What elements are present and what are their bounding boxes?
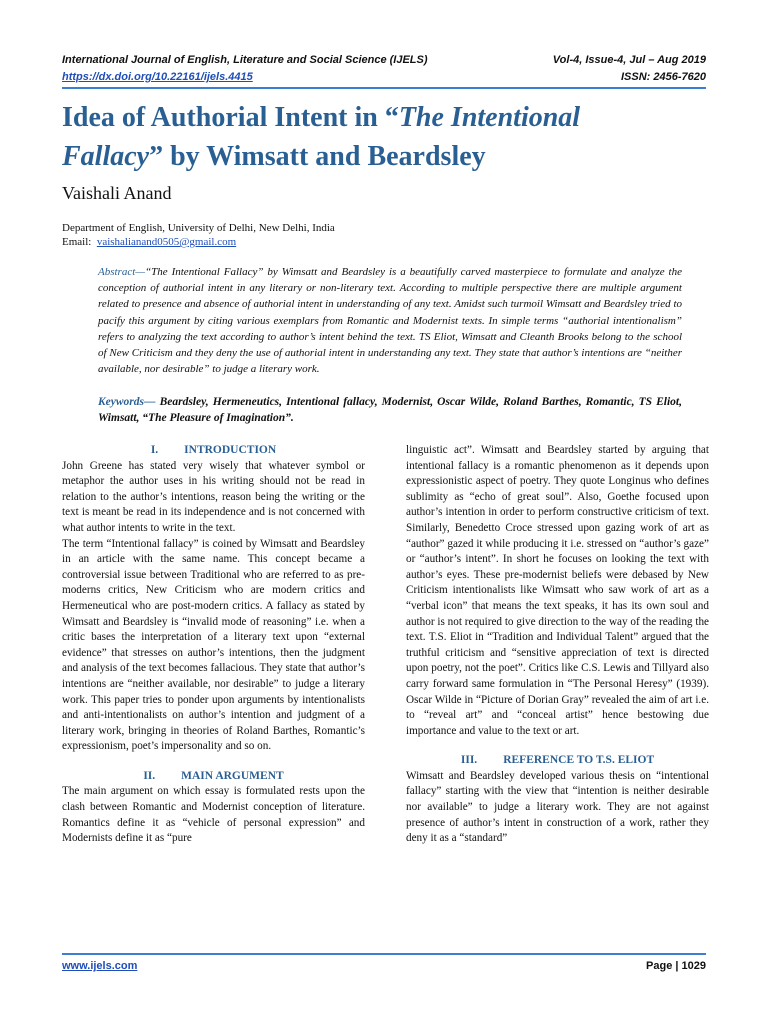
section-heading-main-argument <box>62 769 365 785</box>
abstract <box>98 264 682 377</box>
section-number: II. <box>143 769 156 782</box>
section-number: III. <box>460 754 478 767</box>
section-title: INTRODUCTION <box>184 444 277 456</box>
paragraph: John Greene has stated very wisely that whatever symbol or metaphor the author uses in his writing should not be read in relation to the author’s intentions, reason being the writing or the text is meant be read in its independence and is not concerned with what author intents to write in the text. <box>62 459 365 534</box>
abstract-label: Abstract— <box>98 266 146 278</box>
keywords-label: Keywords— <box>98 396 156 408</box>
journal-name: International Journal of English, Literature and Social Science (IJELS) <box>62 54 428 66</box>
issue-info: Vol-4, Issue-4, Jul – Aug 2019 <box>552 54 706 66</box>
title-italic1: The Intentional <box>398 102 581 133</box>
title-part1: Idea of Authorial Intent in “ <box>62 102 399 133</box>
paragraph: Wimsatt and Beardsley developed various thesis on “intentional fallacy” starting with the view that “intention is neither desirable nor available” to judge a literary work. They are not against presence of author’s intent in construction of a work, rather they deny it as a “standard” <box>406 769 709 845</box>
email-label: Email: <box>62 236 92 248</box>
page-number: Page | 1029 <box>646 960 706 972</box>
site-link[interactable]: www.ijels.com <box>62 960 138 972</box>
spacer <box>406 739 709 753</box>
keywords-text: Beardsley, Hermeneutics, Intentional fallacy, Modernist, Oscar Wilde, Roland Barthes, Romantic, TS Eliot, Wimsatt, “The Pleasure of Imagination”. <box>98 396 682 425</box>
issn: ISSN: 2456-7620 <box>621 71 706 83</box>
section-heading-introduction <box>62 443 365 459</box>
title-part2: ” by Wimsatt and Beardsley <box>149 141 486 172</box>
left-column <box>62 443 365 847</box>
right-column <box>406 443 709 847</box>
section-title: REFERENCE TO T.S. ELIOT <box>503 754 655 767</box>
section-heading-eliot <box>406 753 709 769</box>
email-link[interactable]: vaishalianand0505@gmail.com <box>96 236 237 248</box>
header-rule <box>62 87 706 89</box>
doi-link[interactable]: https://dx.doi.org/10.22161/ijels.4415 <box>62 71 253 83</box>
email-line <box>62 235 335 249</box>
author-name: Vaishali Anand <box>62 183 172 203</box>
journal-header <box>62 54 706 68</box>
keywords <box>98 394 682 427</box>
paragraph: The main argument on which essay is formulated rests upon the clash between Romantic and Modernist conception of literature. Romantics define it as “vehicle of personal expression” and Modernists define it as “pure <box>62 785 365 845</box>
section-title: MAIN ARGUMENT <box>181 769 284 782</box>
paragraph: linguistic act”. Wimsatt and Beardsley started by arguing that intentional fallacy is a romantic phenomenon as it depends upon expressionistic aspect of poetry. They quote Longinus who defines sublimity as “echo of great soul”. Also, Goethe focused upon author’s intention in order to perform constructive criticism of text. Similarly, Benedetto Croce stressed upon gazing work of art as “author” gazed it while producing it i.e. stressed on “author’s gaze” or “author’s intent”. In short he focuses on looking the text with author’s eyes. These pre-modernist beliefs were debased by New Criticism intentionalists like Wimsatt who saw work of art as a “verbal icon” that means the text speaks, it has its own soul and author is not required to give direction to the way of the reading the text. T.S. Eliot in “Tradition and Individual Talent” argued that the truthful criticism and “sensitive appreciation of text is directed upon poetry, not the poet”. Critics like C.S. Lewis and Tillyard also carry forward same formulation in “The Personal Heresy” (1939). Oscar Wilde in “Picture of Dorian Gray” revealed the aim of art i.e. to “reveal art” and “conceal artist” hence bestowing due importance and value to the text or art. <box>406 444 709 737</box>
journal-subheader <box>62 71 706 85</box>
section-number: I. <box>150 444 159 456</box>
paper-title <box>62 98 712 176</box>
department: Department of English, University of Delhi, New Delhi, India <box>62 222 335 234</box>
title-italic2: Fallacy <box>62 141 150 172</box>
affiliation <box>62 221 335 249</box>
footer-rule <box>62 953 706 955</box>
spacer <box>62 755 365 769</box>
paragraph: The term “Intentional fallacy” is coined by Wimsatt and Beardsley in an article with the same name. This concept became a controversial issue between Traditional who are referred to as pre-moderns critics, New Criticism who are modern critics and Hermeneutical who are post-modern critics. A fallacy as stated by Wimsatt and Beardsley is “invalid mode of reasoning” i.e. when a critic bases the interpretation of a literary text upon “external evidence” that stresses on author’s intentions, then the judgment and analysis of the text becomes fallacious. They state that author’s intentions are “neither available, nor desirable” to judge a literary work. This paper tries to ponder upon arguments by intentionalists and anti-intentionalists on author’s intention and judgment of a literary work, bringing in theories of Roland Barthes, Romantic’s expressionism, poet’s impersonality and so on. <box>62 537 365 753</box>
abstract-text: “The Intentional Fallacy” by Wimsatt and Beardsley is a beautifully carved masterpiece to formulate and analyze the conception of authorial intent in any literary or non-literary text. According to multiple perspective there are multiple argument related to presence and absence of authorial intent in understanding of any text. Amidst such turmoil Wimsatt and Beardsley tried to pacify this argument by citing various exemplars from Romantic and Modernist texts. In simple terms “authorial intentionalism” refers to analyzing the text according to author’s intent behind the text. TS Eliot, Wimsatt and Cleanth Brooks belong to the school of New Criticism and they deny the use of authorial intent in understanding any text. They state that author’s intentions are “neither available, nor desirable” to judge a literary work. <box>98 266 682 376</box>
